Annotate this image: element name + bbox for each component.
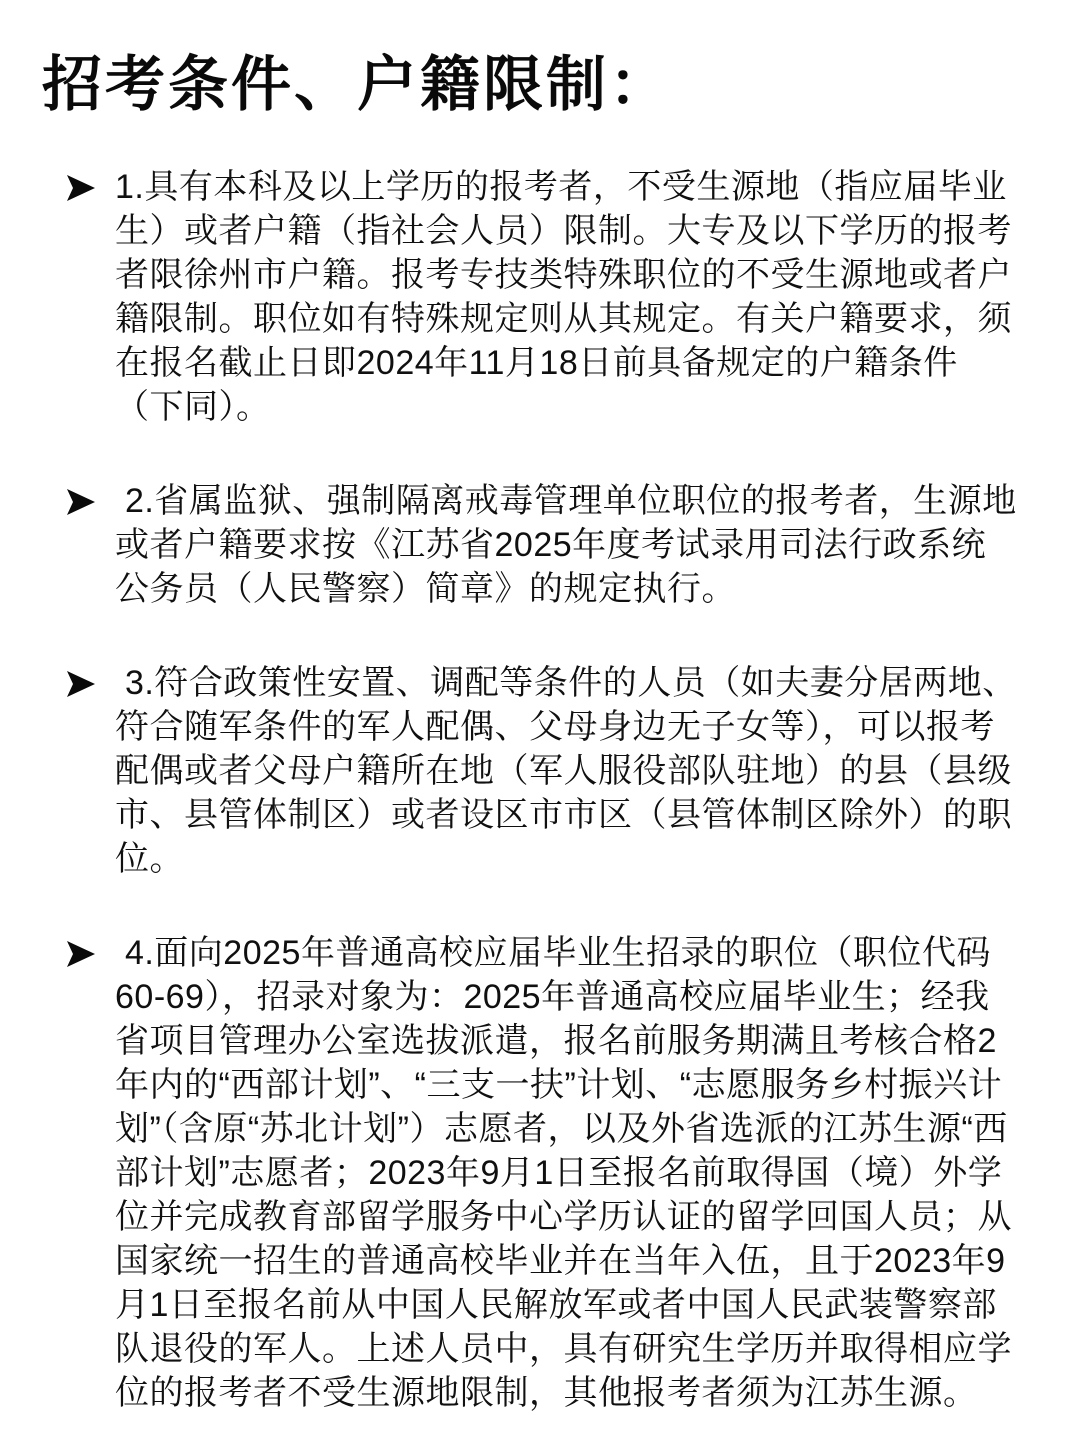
right-arrowhead-icon [65,668,97,700]
bullet-list [42,165,1018,1415]
list-item-text: 4.面向2025年普通高校应届毕业生招录的职位（职位代码60-69），招录对象为：2025年普通高校应届毕业生；经我省项目管理办公室选拔派遣，报名前服务期满且考核合格2年内的“西部计划”、“三支一扶”计划、“志愿服务乡村振兴计划”（含原“苏北计划”）志愿者，以及外省选派的江苏生源“西部计划”志愿者；2023年9月1日至报名前取得国（境）外学位并完成教育部留学服务中心学历认证的留学回国人员；从国家统一招生的普通高校毕业并在当年入伍，且于2023年9月1日至报名前从中国人民解放军或者中国人民武装警察部队退役的军人。上述人员中，具有研究生学历并取得相应学位的报考者不受生源地限制，其他报考者须为江苏生源。 [115,933,1012,1412]
list-item [65,661,1018,881]
page-title: 招考条件、户籍限制： [42,51,672,118]
list-item [65,931,1018,1415]
list-item [65,165,1018,429]
list-item-text: 1.具有本科及以上学历的报考者，不受生源地（指应届毕业生）或者户籍（指社会人员）限制。大专及以下学历的报考者限徐州市户籍。报考专技类特殊职位的不受生源地或者户籍限制。职位如有特殊规定则从其规定。有关户籍要求，须在报名截止日即2024年11月18日前具备规定的户籍条件（下同）。 [115,167,1012,426]
right-arrowhead-icon [65,486,97,518]
list-item [65,479,1018,611]
list-item-text: 2.省属监狱、强制隔离戒毒管理单位职位的报考者，生源地或者户籍要求按《江苏省2025年度考试录用司法行政系统公务员（人民警察）简章》的规定执行。 [115,481,1017,608]
right-arrowhead-icon [65,172,97,204]
right-arrowhead-icon [65,938,97,970]
list-item-text: 3.符合政策性安置、调配等条件的人员（如夫妻分居两地、符合随军条件的军人配偶、父母身边无子女等），可以报考配偶或者父母户籍所在地（军人服役部队驻地）的县（县级市、县管体制区）或者设区市市区（县管体制区除外）的职位。 [115,663,1017,878]
